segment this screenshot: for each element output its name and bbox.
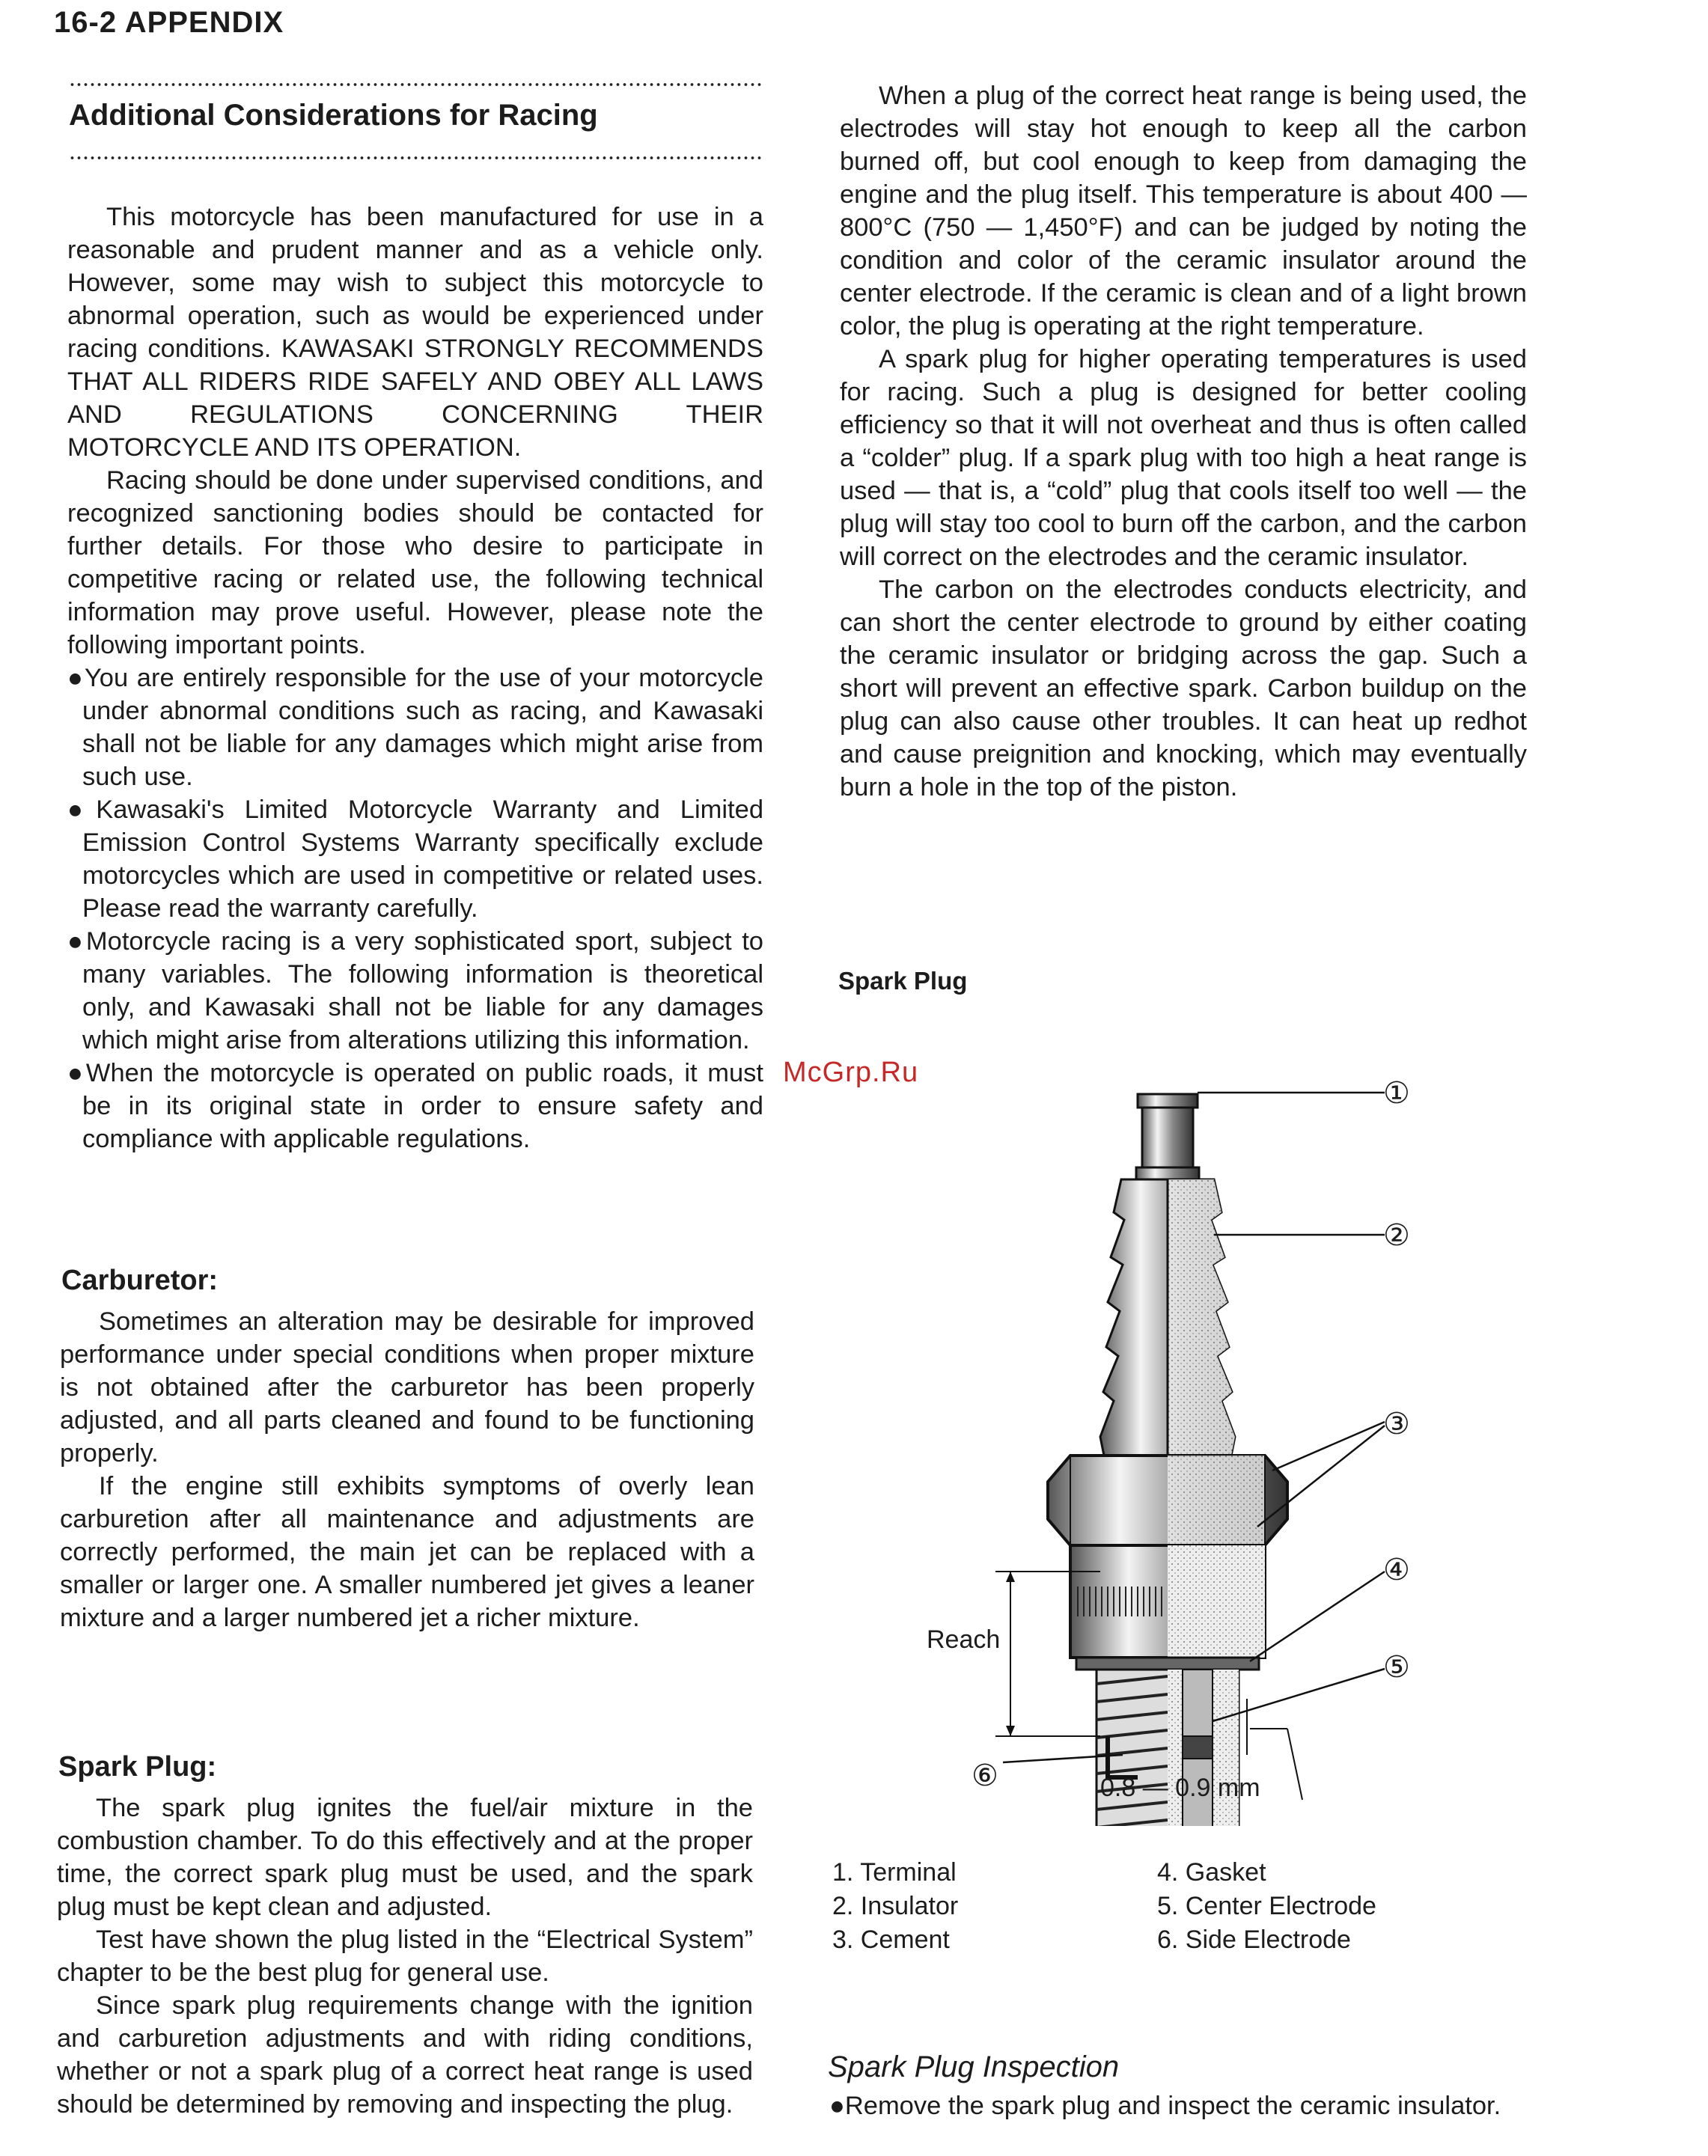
heat-range-paragraph-1: When a plug of the correct heat range is being used, the electrodes will stay hot enough to keep all the carbon burned off, but cool enough to keep from damaging the engine and the plug itself. This temperature is about 400 — 800°C (750 — 1,450°F) and can be judged by noting the condition and color of the ceramic insulator around the center electrode. If the ceramic is clean and of a light brown color, the plug is operating at the right temperature.	[840, 82, 1527, 340]
dotted-rule	[69, 82, 763, 87]
racing-paragraph-2: Racing should be done under supervised conditions, and recognized sanctioning bodies should be contacted for further details. For those who desire to participate in competitive racing or related use, the following technical information may prove useful. However, please note the following important points.	[67, 466, 763, 659]
gap-label: 0.8 — 0.9 mm	[1100, 1774, 1260, 1802]
racing-section-title: Additional Considerations for Racing	[69, 99, 598, 132]
racing-warning-caps: KAWASAKI STRONGLY RECOMMENDS THAT ALL RIDERS RIDE SAFELY AND OBEY ALL LAWS AND REGULATIONS CONCERNING THEIR MOTORCYCLE AND ITS OPERATION.	[67, 335, 763, 462]
spark-plug-paragraph-2: Test have shown the plug listed in the “Electrical System” chapter to be the best plug for general use.	[57, 1926, 753, 1987]
legend-item: 2. Insulator	[832, 1892, 959, 1920]
carburetor-body	[60, 1305, 754, 1634]
reach-label: Reach	[927, 1625, 1001, 1654]
callout-1: ①	[1383, 1077, 1410, 1110]
heat-range-paragraph-2: A spark plug for higher operating temperatures is used for racing. Such a plug is designed for better cooling efficiency so that it will not overheat and thus is often called a “colder” plug. If a spark plug with too high a heat range is used — that is, a “cold” plug that cools itself too well — the plug will stay too cool to burn off the carbon, and the carbon will correct on the electrodes and the ceramic insulator.	[840, 345, 1527, 571]
legend-item: 3. Cement	[832, 1926, 950, 1954]
legend-left	[832, 1856, 958, 1957]
heat-range-body	[840, 79, 1527, 804]
legend-right	[1157, 1856, 1376, 1957]
callout-3: ③	[1383, 1408, 1410, 1441]
legend-item: 1. Terminal	[832, 1858, 957, 1887]
carburetor-paragraph-1: Sometimes an alteration may be desirable for improved performance under special conditions when proper mixture is not obtained after the carburetor has been properly adjusted, and all parts cleaned and found to be functioning properly.	[60, 1307, 754, 1468]
spark-plug-body	[57, 1792, 753, 2121]
inspection-bullet: ●Remove the spark plug and inspect the ceramic insulator.	[829, 2092, 1501, 2120]
racing-paragraph-1: This motorcycle has been manufactured for use in a reasonable and prudent manner and as a vehicle only. However, some may wish to subject this motorcycle to abnormal operation, such as would be experienced under racing conditions. KAWASAKI STRONGLY RECOMMENDS THAT ALL RIDERS RIDE SAFELY AND OBEY ALL LAWS AND REGULATIONS CONCERNING THEIR MOTORCYCLE AND ITS OPERATION.	[67, 203, 763, 462]
heat-range-paragraph-3: The carbon on the electrodes conducts electricity, and can short the center electrode to ground by either coating the ceramic insulator or bridging across the gap. Such a short will prevent an effective spark. Carbon buildup on the plug can also cause other troubles. It can heat up redhot and cause preignition and knocking, which may eventually burn a hole in the top of the piston.	[840, 575, 1527, 801]
racing-bullet: ●Motorcycle racing is a very sophisticated sport, subject to many variables. The following information is theoretical only, and Kawasaki shall not be liable for any damages which might arise from alterations utilizing this information.	[67, 927, 763, 1054]
figure-title: Spark Plug	[838, 967, 968, 995]
racing-bullet: ●You are entirely responsible for the use of your motorcycle under abnormal conditions such as racing, and Kawasaki shall not be liable for any damages which might arise from such use.	[67, 664, 763, 791]
callout-5: ⑤	[1383, 1651, 1410, 1684]
spark-plug-paragraph-3: Since spark plug requirements change with the ignition and carburetion adjustments and with riding conditions, whether or not a spark plug of a correct heat range is used should be determined by removing and inspecting the plug.	[57, 1991, 753, 2119]
callout-2: ②	[1383, 1219, 1410, 1252]
racing-body	[67, 201, 763, 1155]
callout-4: ④	[1383, 1554, 1410, 1587]
legend-item: 5. Center Electrode	[1157, 1892, 1376, 1920]
watermark: McGrp.Ru	[783, 1057, 919, 1088]
spark-plug-title: Spark Plug:	[58, 1751, 217, 1783]
diagram-annotations	[883, 1078, 1452, 1826]
legend-item: 6. Side Electrode	[1157, 1926, 1351, 1954]
inspection-title: Spark Plug Inspection	[828, 2050, 1120, 2083]
spark-plug-paragraph-1: The spark plug ignites the fuel/air mixture in the combustion chamber. To do this effectively and at the proper time, the correct spark plug must be used, and the spark plug must be kept clean and adjusted.	[57, 1794, 753, 1921]
carburetor-paragraph-2: If the engine still exhibits symptoms of overly lean carburetion after all maintenance and adjustments are correctly performed, the main jet can be replaced with a smaller or larger one. A smaller numbered jet gives a leaner mixture and a larger numbered jet a richer mixture.	[60, 1472, 754, 1632]
carburetor-title: Carburetor:	[61, 1265, 219, 1296]
callout-6: ⑥	[972, 1759, 998, 1792]
page-header: 16-2 APPENDIX	[54, 6, 284, 39]
legend-item: 4. Gasket	[1157, 1858, 1266, 1887]
racing-bullet: ●Kawasaki's Limited Motorcycle Warranty and Limited Emission Control Systems Warranty specifically exclude motorcycles which are used in competitive or related uses. Please read the warranty carefully.	[67, 795, 764, 923]
dotted-rule	[69, 156, 763, 160]
racing-bullet: ●When the motorcycle is operated on public roads, it must be in its original state in order to ensure safety and compliance with applicable regulations.	[67, 1059, 763, 1153]
